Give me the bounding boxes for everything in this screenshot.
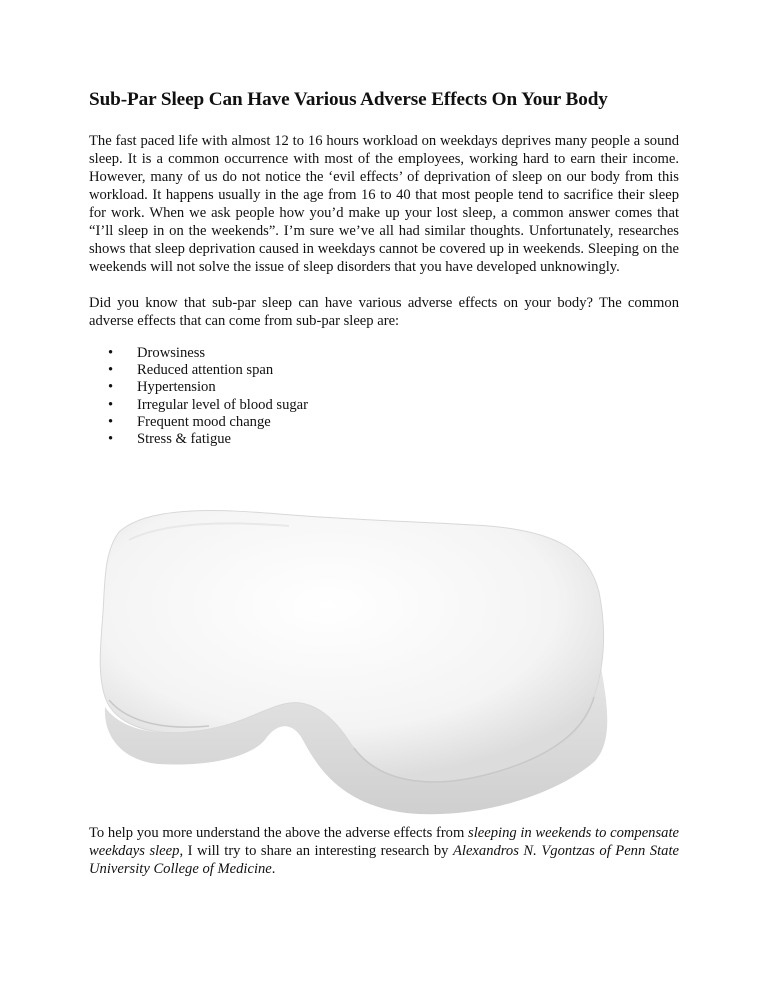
question-paragraph: Did you know that sub-par sleep can have various adverse effects on your body? The common adverse effects that can come from sub-par sleep are: [89, 295, 679, 329]
document-body [89, 88, 679, 448]
bullet-icon: • [108, 431, 114, 448]
bullet-icon: • [108, 413, 114, 430]
author-emphasis: Alexandros N. Vgontzas of Penn State University College of Medicine [89, 843, 679, 877]
list-item: • Drowsiness [108, 345, 206, 361]
list-item: • Stress & fatigue [108, 431, 232, 448]
bullet-icon: • [108, 362, 114, 379]
page-title: Sub-Par Sleep Can Have Various Adverse Effects On Your Body [89, 89, 608, 110]
intro-paragraph: The fast paced life with almost 12 to 16 hours workload on weekdays deprives many people a sound sleep. It is a common occurrence with most of the employees, working hard to earn their income. However, many of us do not notice the ‘evil effects’ of deprivation of sleep on our body from this workload. It happens usually in the age from 16 to 40 that most people tend to sacrifice their sleep for work. When we ask people how you’d make up your lost sleep, a common answer comes that “I’ll sleep in on the weekends”. I’m sure we’ve all had similar thoughts. Unfortunately, researches shows that sleep deprivation caused in weekdays cannot be covered up in weekends. Sleeping on the weekends will not solve the issue of sleep disorders that you have developed unknowingly. [89, 133, 679, 275]
list-item: • Irregular level of blood sugar [108, 396, 309, 413]
list-item: • Reduced attention span [108, 362, 274, 379]
adverse-effects-list [89, 345, 679, 448]
topic-emphasis: sleeping in weekends to compensate weekdays sleep [89, 825, 679, 859]
list-item: • Hypertension [108, 379, 216, 396]
bullet-icon: • [108, 396, 114, 413]
bullet-icon: • [108, 379, 114, 396]
list-item: • Frequent mood change [108, 413, 271, 430]
pillow-image [89, 492, 679, 822]
bullet-icon: • [108, 345, 114, 361]
research-paragraph: To help you more understand the above the adverse effects from sleeping in weekends to compensate weekdays sleep, I will try to share an interesting research by Alexandros N. Vgontzas of Penn State University College of Medicine. [89, 825, 679, 877]
